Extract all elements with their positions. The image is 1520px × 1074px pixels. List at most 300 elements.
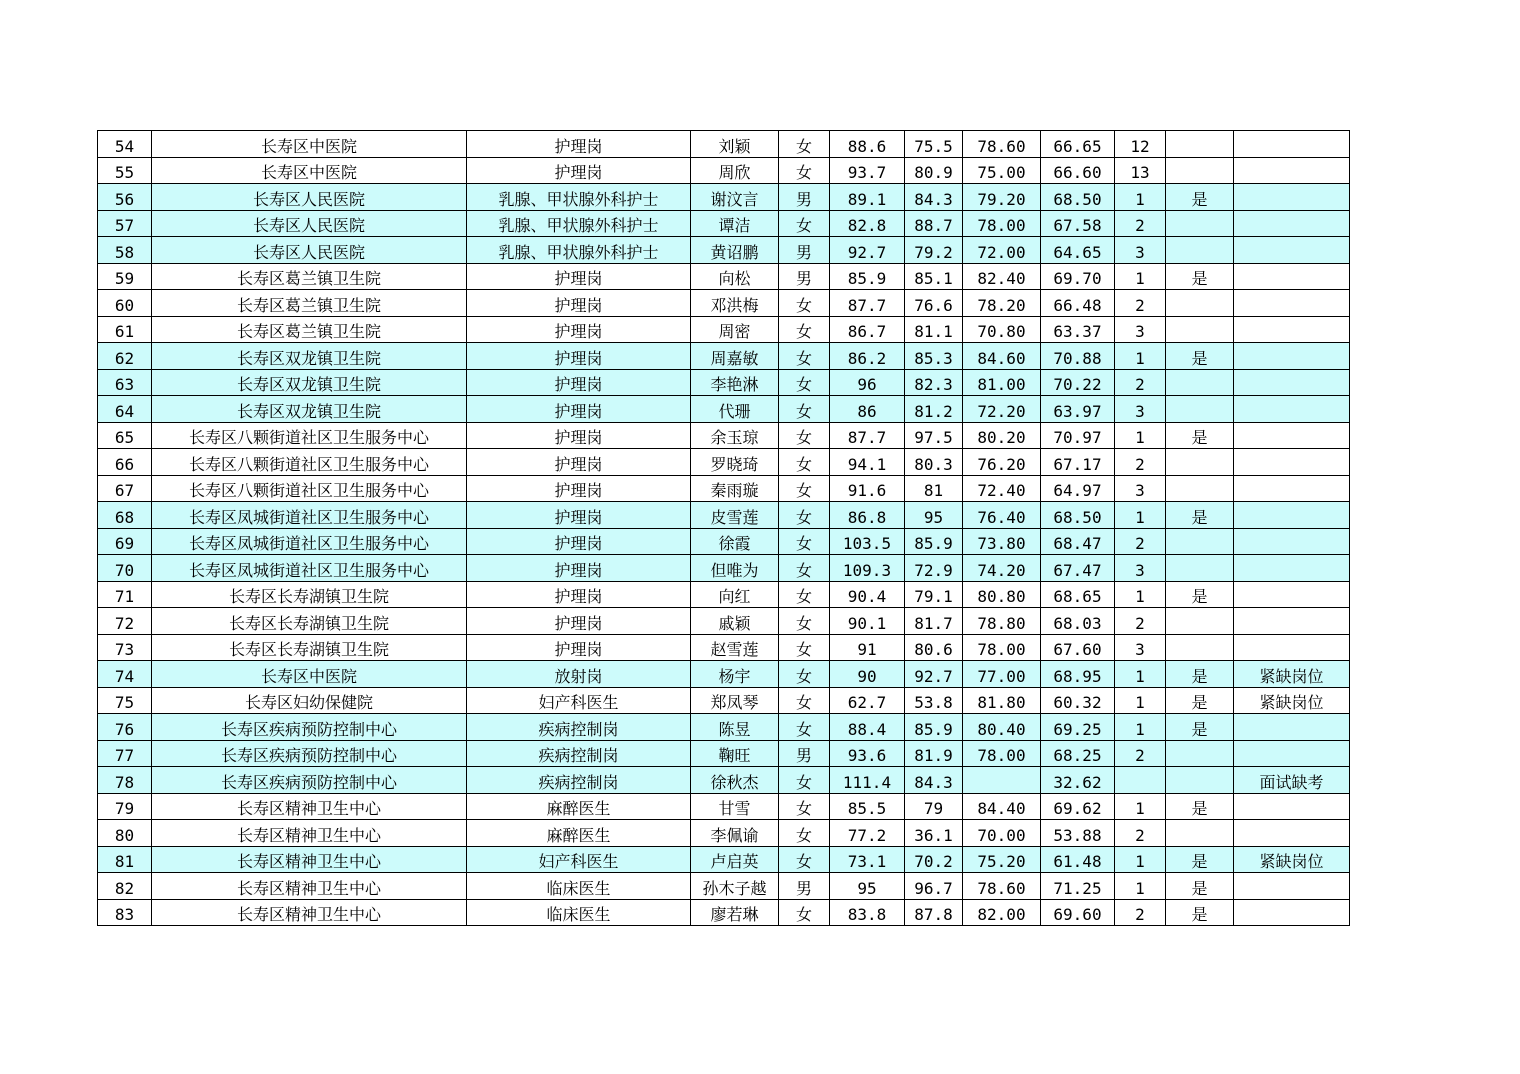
- rank-cell: 1: [1115, 846, 1166, 873]
- unit-cell: 长寿区葛兰镇卫生院: [152, 316, 467, 343]
- physical-exam-cell: 是: [1166, 343, 1234, 370]
- skill-score-cell: 84.3: [905, 767, 963, 794]
- interview-score-cell: 72.20: [963, 396, 1041, 423]
- table-row: [98, 263, 1350, 290]
- written-score-cell: 96: [830, 369, 905, 396]
- total-score-cell: 67.17: [1041, 449, 1115, 476]
- row-number-cell: 72: [98, 608, 152, 635]
- rank-cell: 1: [1115, 714, 1166, 741]
- table-row: [98, 820, 1350, 847]
- sex-cell: 女: [779, 661, 830, 688]
- post-cell: 乳腺、甲状腺外科护士: [467, 210, 691, 237]
- interview-score-cell: 79.20: [963, 184, 1041, 211]
- post-cell: 临床医生: [467, 873, 691, 900]
- name-cell: 李艳淋: [691, 369, 779, 396]
- table-row: [98, 396, 1350, 423]
- interview-score-cell: 75.20: [963, 846, 1041, 873]
- row-number-cell: 67: [98, 475, 152, 502]
- sex-cell: 女: [779, 396, 830, 423]
- unit-cell: 长寿区疾病预防控制中心: [152, 714, 467, 741]
- interview-score-cell: 78.20: [963, 290, 1041, 317]
- rank-cell: 1: [1115, 793, 1166, 820]
- written-score-cell: 89.1: [830, 184, 905, 211]
- remark-cell: 面试缺考: [1234, 767, 1350, 794]
- row-number-cell: 62: [98, 343, 152, 370]
- physical-exam-cell: [1166, 237, 1234, 264]
- sex-cell: 男: [779, 237, 830, 264]
- post-cell: 护理岗: [467, 608, 691, 635]
- sex-cell: 女: [779, 343, 830, 370]
- interview-score-cell: 70.00: [963, 820, 1041, 847]
- written-score-cell: 90.4: [830, 581, 905, 608]
- name-cell: 赵雪莲: [691, 634, 779, 661]
- rank-cell: 2: [1115, 899, 1166, 926]
- written-score-cell: 93.7: [830, 157, 905, 184]
- remark-cell: [1234, 528, 1350, 555]
- post-cell: 乳腺、甲状腺外科护士: [467, 184, 691, 211]
- name-cell: 甘雪: [691, 793, 779, 820]
- total-score-cell: 70.88: [1041, 343, 1115, 370]
- total-score-cell: 63.97: [1041, 396, 1115, 423]
- sex-cell: 女: [779, 820, 830, 847]
- skill-score-cell: 85.1: [905, 263, 963, 290]
- table-row: [98, 210, 1350, 237]
- unit-cell: 长寿区疾病预防控制中心: [152, 740, 467, 767]
- table-row: [98, 290, 1350, 317]
- interview-score-cell: 72.40: [963, 475, 1041, 502]
- skill-score-cell: 95: [905, 502, 963, 529]
- unit-cell: 长寿区妇幼保健院: [152, 687, 467, 714]
- remark-cell: [1234, 475, 1350, 502]
- interview-score-cell: 78.60: [963, 131, 1041, 158]
- remark-cell: [1234, 634, 1350, 661]
- name-cell: 鞠旺: [691, 740, 779, 767]
- name-cell: 郑凤琴: [691, 687, 779, 714]
- sex-cell: 女: [779, 290, 830, 317]
- table-row: [98, 502, 1350, 529]
- name-cell: 邓洪梅: [691, 290, 779, 317]
- results-table: [97, 130, 1350, 926]
- total-score-cell: 64.65: [1041, 237, 1115, 264]
- row-number-cell: 55: [98, 157, 152, 184]
- row-number-cell: 70: [98, 555, 152, 582]
- written-score-cell: 85.9: [830, 263, 905, 290]
- remark-cell: [1234, 608, 1350, 635]
- name-cell: 周嘉敏: [691, 343, 779, 370]
- written-score-cell: 90: [830, 661, 905, 688]
- physical-exam-cell: 是: [1166, 263, 1234, 290]
- name-cell: 廖若琳: [691, 899, 779, 926]
- sex-cell: 女: [779, 475, 830, 502]
- sex-cell: 女: [779, 528, 830, 555]
- total-score-cell: 67.60: [1041, 634, 1115, 661]
- skill-score-cell: 53.8: [905, 687, 963, 714]
- table-row: [98, 316, 1350, 343]
- physical-exam-cell: [1166, 396, 1234, 423]
- physical-exam-cell: [1166, 475, 1234, 502]
- unit-cell: 长寿区长寿湖镇卫生院: [152, 581, 467, 608]
- unit-cell: 长寿区八颗街道社区卫生服务中心: [152, 475, 467, 502]
- skill-score-cell: 70.2: [905, 846, 963, 873]
- total-score-cell: 68.25: [1041, 740, 1115, 767]
- written-score-cell: 88.4: [830, 714, 905, 741]
- table-row: [98, 846, 1350, 873]
- row-number-cell: 77: [98, 740, 152, 767]
- physical-exam-cell: [1166, 555, 1234, 582]
- row-number-cell: 69: [98, 528, 152, 555]
- unit-cell: 长寿区中医院: [152, 157, 467, 184]
- written-score-cell: 85.5: [830, 793, 905, 820]
- written-score-cell: 86.7: [830, 316, 905, 343]
- skill-score-cell: 79: [905, 793, 963, 820]
- remark-cell: [1234, 290, 1350, 317]
- post-cell: 麻醉医生: [467, 820, 691, 847]
- skill-score-cell: 85.3: [905, 343, 963, 370]
- name-cell: 黄诏鹏: [691, 237, 779, 264]
- physical-exam-cell: [1166, 316, 1234, 343]
- post-cell: 护理岗: [467, 369, 691, 396]
- name-cell: 向红: [691, 581, 779, 608]
- sex-cell: 男: [779, 263, 830, 290]
- written-score-cell: 86: [830, 396, 905, 423]
- physical-exam-cell: [1166, 131, 1234, 158]
- remark-cell: 紧缺岗位: [1234, 846, 1350, 873]
- written-score-cell: 111.4: [830, 767, 905, 794]
- physical-exam-cell: 是: [1166, 714, 1234, 741]
- remark-cell: [1234, 316, 1350, 343]
- skill-score-cell: 79.1: [905, 581, 963, 608]
- remark-cell: [1234, 210, 1350, 237]
- name-cell: 李佩谕: [691, 820, 779, 847]
- row-number-cell: 83: [98, 899, 152, 926]
- written-score-cell: 91: [830, 634, 905, 661]
- unit-cell: 长寿区双龙镇卫生院: [152, 396, 467, 423]
- name-cell: 谭洁: [691, 210, 779, 237]
- unit-cell: 长寿区凤城街道社区卫生服务中心: [152, 502, 467, 529]
- physical-exam-cell: 是: [1166, 846, 1234, 873]
- unit-cell: 长寿区精神卫生中心: [152, 793, 467, 820]
- unit-cell: 长寿区八颗街道社区卫生服务中心: [152, 422, 467, 449]
- written-score-cell: 103.5: [830, 528, 905, 555]
- sex-cell: 男: [779, 740, 830, 767]
- unit-cell: 长寿区中医院: [152, 661, 467, 688]
- unit-cell: 长寿区精神卫生中心: [152, 873, 467, 900]
- rank-cell: 2: [1115, 210, 1166, 237]
- total-score-cell: 66.48: [1041, 290, 1115, 317]
- row-number-cell: 74: [98, 661, 152, 688]
- table-row: [98, 767, 1350, 794]
- physical-exam-cell: [1166, 608, 1234, 635]
- post-cell: 放射岗: [467, 661, 691, 688]
- remark-cell: 紧缺岗位: [1234, 687, 1350, 714]
- table-row: [98, 555, 1350, 582]
- written-score-cell: 91.6: [830, 475, 905, 502]
- unit-cell: 长寿区长寿湖镇卫生院: [152, 608, 467, 635]
- physical-exam-cell: 是: [1166, 873, 1234, 900]
- post-cell: 护理岗: [467, 634, 691, 661]
- rank-cell: 1: [1115, 422, 1166, 449]
- skill-score-cell: 81.7: [905, 608, 963, 635]
- unit-cell: 长寿区双龙镇卫生院: [152, 369, 467, 396]
- post-cell: 护理岗: [467, 263, 691, 290]
- table-row: [98, 184, 1350, 211]
- sex-cell: 女: [779, 687, 830, 714]
- sex-cell: 女: [779, 581, 830, 608]
- table-row: [98, 661, 1350, 688]
- interview-score-cell: 73.80: [963, 528, 1041, 555]
- name-cell: 徐霞: [691, 528, 779, 555]
- total-score-cell: 70.22: [1041, 369, 1115, 396]
- remark-cell: [1234, 237, 1350, 264]
- post-cell: 护理岗: [467, 555, 691, 582]
- row-number-cell: 57: [98, 210, 152, 237]
- physical-exam-cell: [1166, 528, 1234, 555]
- physical-exam-cell: 是: [1166, 687, 1234, 714]
- post-cell: 乳腺、甲状腺外科护士: [467, 237, 691, 264]
- physical-exam-cell: [1166, 767, 1234, 794]
- written-score-cell: 62.7: [830, 687, 905, 714]
- unit-cell: 长寿区双龙镇卫生院: [152, 343, 467, 370]
- unit-cell: 长寿区精神卫生中心: [152, 846, 467, 873]
- row-number-cell: 61: [98, 316, 152, 343]
- total-score-cell: 66.65: [1041, 131, 1115, 158]
- total-score-cell: 67.47: [1041, 555, 1115, 582]
- table-row: [98, 369, 1350, 396]
- physical-exam-cell: 是: [1166, 899, 1234, 926]
- name-cell: 陈昱: [691, 714, 779, 741]
- row-number-cell: 76: [98, 714, 152, 741]
- table-row: [98, 449, 1350, 476]
- skill-score-cell: 87.8: [905, 899, 963, 926]
- name-cell: 秦雨璇: [691, 475, 779, 502]
- remark-cell: [1234, 184, 1350, 211]
- name-cell: 徐秋杰: [691, 767, 779, 794]
- sex-cell: 女: [779, 846, 830, 873]
- total-score-cell: 68.03: [1041, 608, 1115, 635]
- interview-score-cell: 78.60: [963, 873, 1041, 900]
- interview-score-cell: 82.40: [963, 263, 1041, 290]
- name-cell: 卢启英: [691, 846, 779, 873]
- rank-cell: 3: [1115, 634, 1166, 661]
- post-cell: 护理岗: [467, 422, 691, 449]
- interview-score-cell: 75.00: [963, 157, 1041, 184]
- unit-cell: 长寿区八颗街道社区卫生服务中心: [152, 449, 467, 476]
- row-number-cell: 66: [98, 449, 152, 476]
- skill-score-cell: 72.9: [905, 555, 963, 582]
- table-row: [98, 899, 1350, 926]
- row-number-cell: 68: [98, 502, 152, 529]
- skill-score-cell: 80.9: [905, 157, 963, 184]
- remark-cell: [1234, 502, 1350, 529]
- skill-score-cell: 85.9: [905, 528, 963, 555]
- skill-score-cell: 92.7: [905, 661, 963, 688]
- total-score-cell: 53.88: [1041, 820, 1115, 847]
- name-cell: 戚颖: [691, 608, 779, 635]
- interview-score-cell: 78.00: [963, 634, 1041, 661]
- remark-cell: [1234, 714, 1350, 741]
- interview-score-cell: 78.00: [963, 740, 1041, 767]
- name-cell: 谢汶言: [691, 184, 779, 211]
- interview-score-cell: 76.40: [963, 502, 1041, 529]
- rank-cell: 1: [1115, 184, 1166, 211]
- interview-score-cell: 84.60: [963, 343, 1041, 370]
- rank-cell: [1115, 767, 1166, 794]
- remark-cell: [1234, 449, 1350, 476]
- skill-score-cell: 88.7: [905, 210, 963, 237]
- written-score-cell: 86.2: [830, 343, 905, 370]
- sex-cell: 女: [779, 793, 830, 820]
- unit-cell: 长寿区长寿湖镇卫生院: [152, 634, 467, 661]
- interview-score-cell: 84.40: [963, 793, 1041, 820]
- post-cell: 护理岗: [467, 316, 691, 343]
- skill-score-cell: 81.2: [905, 396, 963, 423]
- row-number-cell: 60: [98, 290, 152, 317]
- row-number-cell: 65: [98, 422, 152, 449]
- written-score-cell: 92.7: [830, 237, 905, 264]
- sex-cell: 女: [779, 767, 830, 794]
- post-cell: 疾病控制岗: [467, 740, 691, 767]
- rank-cell: 1: [1115, 687, 1166, 714]
- total-score-cell: 68.47: [1041, 528, 1115, 555]
- interview-score-cell: 74.20: [963, 555, 1041, 582]
- interview-score-cell: 77.00: [963, 661, 1041, 688]
- rank-cell: 2: [1115, 608, 1166, 635]
- sex-cell: 女: [779, 449, 830, 476]
- table-row: [98, 873, 1350, 900]
- rank-cell: 1: [1115, 873, 1166, 900]
- skill-score-cell: 80.6: [905, 634, 963, 661]
- row-number-cell: 81: [98, 846, 152, 873]
- rank-cell: 2: [1115, 369, 1166, 396]
- name-cell: 皮雪莲: [691, 502, 779, 529]
- remark-cell: [1234, 740, 1350, 767]
- name-cell: 杨宇: [691, 661, 779, 688]
- sex-cell: 女: [779, 210, 830, 237]
- row-number-cell: 79: [98, 793, 152, 820]
- remark-cell: [1234, 581, 1350, 608]
- sex-cell: 女: [779, 714, 830, 741]
- physical-exam-cell: 是: [1166, 184, 1234, 211]
- row-number-cell: 73: [98, 634, 152, 661]
- post-cell: 妇产科医生: [467, 846, 691, 873]
- row-number-cell: 64: [98, 396, 152, 423]
- sex-cell: 男: [779, 184, 830, 211]
- total-score-cell: 69.60: [1041, 899, 1115, 926]
- interview-score-cell: [963, 767, 1041, 794]
- sex-cell: 女: [779, 899, 830, 926]
- written-score-cell: 86.8: [830, 502, 905, 529]
- interview-score-cell: 81.80: [963, 687, 1041, 714]
- rank-cell: 3: [1115, 475, 1166, 502]
- written-score-cell: 82.8: [830, 210, 905, 237]
- rank-cell: 1: [1115, 343, 1166, 370]
- post-cell: 妇产科医生: [467, 687, 691, 714]
- unit-cell: 长寿区人民医院: [152, 210, 467, 237]
- rank-cell: 1: [1115, 661, 1166, 688]
- post-cell: 护理岗: [467, 343, 691, 370]
- unit-cell: 长寿区人民医院: [152, 237, 467, 264]
- unit-cell: 长寿区葛兰镇卫生院: [152, 263, 467, 290]
- total-score-cell: 68.50: [1041, 184, 1115, 211]
- remark-cell: [1234, 369, 1350, 396]
- post-cell: 护理岗: [467, 528, 691, 555]
- remark-cell: [1234, 555, 1350, 582]
- post-cell: 护理岗: [467, 157, 691, 184]
- interview-score-cell: 70.80: [963, 316, 1041, 343]
- interview-score-cell: 82.00: [963, 899, 1041, 926]
- table-row: [98, 343, 1350, 370]
- remark-cell: [1234, 157, 1350, 184]
- row-number-cell: 63: [98, 369, 152, 396]
- sex-cell: 女: [779, 316, 830, 343]
- remark-cell: [1234, 343, 1350, 370]
- post-cell: 临床医生: [467, 899, 691, 926]
- table-row: [98, 714, 1350, 741]
- post-cell: 护理岗: [467, 502, 691, 529]
- post-cell: 护理岗: [467, 396, 691, 423]
- written-score-cell: 73.1: [830, 846, 905, 873]
- total-score-cell: 63.37: [1041, 316, 1115, 343]
- row-number-cell: 58: [98, 237, 152, 264]
- remark-cell: [1234, 263, 1350, 290]
- rank-cell: 3: [1115, 555, 1166, 582]
- rank-cell: 2: [1115, 449, 1166, 476]
- remark-cell: [1234, 422, 1350, 449]
- unit-cell: 长寿区中医院: [152, 131, 467, 158]
- rank-cell: 1: [1115, 502, 1166, 529]
- interview-score-cell: 78.80: [963, 608, 1041, 635]
- sex-cell: 女: [779, 555, 830, 582]
- rank-cell: 1: [1115, 263, 1166, 290]
- physical-exam-cell: 是: [1166, 793, 1234, 820]
- unit-cell: 长寿区人民医院: [152, 184, 467, 211]
- table-row: [98, 608, 1350, 635]
- name-cell: 周欣: [691, 157, 779, 184]
- total-score-cell: 32.62: [1041, 767, 1115, 794]
- skill-score-cell: 96.7: [905, 873, 963, 900]
- physical-exam-cell: [1166, 290, 1234, 317]
- rank-cell: 13: [1115, 157, 1166, 184]
- physical-exam-cell: [1166, 820, 1234, 847]
- rank-cell: 1: [1115, 581, 1166, 608]
- row-number-cell: 56: [98, 184, 152, 211]
- rank-cell: 2: [1115, 290, 1166, 317]
- remark-cell: [1234, 899, 1350, 926]
- row-number-cell: 71: [98, 581, 152, 608]
- sex-cell: 女: [779, 131, 830, 158]
- written-score-cell: 83.8: [830, 899, 905, 926]
- remark-cell: [1234, 820, 1350, 847]
- skill-score-cell: 76.6: [905, 290, 963, 317]
- post-cell: 护理岗: [467, 581, 691, 608]
- skill-score-cell: 84.3: [905, 184, 963, 211]
- physical-exam-cell: [1166, 449, 1234, 476]
- written-score-cell: 93.6: [830, 740, 905, 767]
- sex-cell: 女: [779, 157, 830, 184]
- total-score-cell: 70.97: [1041, 422, 1115, 449]
- post-cell: 护理岗: [467, 131, 691, 158]
- post-cell: 护理岗: [467, 475, 691, 502]
- sex-cell: 女: [779, 502, 830, 529]
- post-cell: 疾病控制岗: [467, 767, 691, 794]
- skill-score-cell: 75.5: [905, 131, 963, 158]
- table-row: [98, 740, 1350, 767]
- total-score-cell: 69.70: [1041, 263, 1115, 290]
- written-score-cell: 87.7: [830, 422, 905, 449]
- interview-score-cell: 80.80: [963, 581, 1041, 608]
- name-cell: 孙木子越: [691, 873, 779, 900]
- remark-cell: [1234, 793, 1350, 820]
